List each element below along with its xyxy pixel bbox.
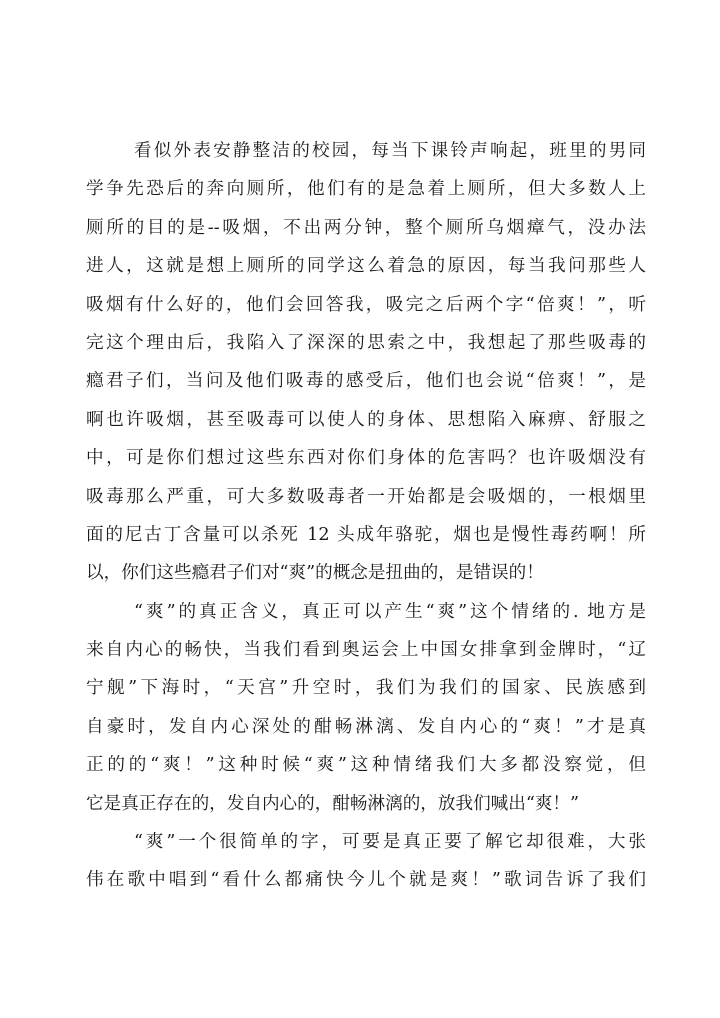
text-line: 正的的“爽！”这种时候“爽”这种情绪我们大多都没察觉，但 <box>86 755 646 776</box>
text-line: 完这个理由后，我陷入了深深的思索之中，我想起了那些吸毒的 <box>86 332 646 353</box>
text-line: 进人，这就是想上厕所的同学这么着急的原因，每当我问那些人 <box>86 256 646 277</box>
text-line: 来自内心的畅快，当我们看到奥运会上中国女排拿到金牌时，“辽 <box>86 640 646 661</box>
text-line: 学争先恐后的奔向厕所，他们有的是急着上厕所，但大多数人上 <box>86 179 646 200</box>
text-line: 中，可是你们想过这些东西对你们身体的危害吗？也许吸烟没有 <box>86 448 646 469</box>
text-line: 它是真正存在的，发自内心的，酣畅淋漓的，放我们喊出“爽！” <box>86 793 580 814</box>
text-line: “爽”的真正含义，真正可以产生“爽”这个情绪的. 地方是 <box>134 601 646 622</box>
text-line: 自豪时，发自内心深处的酣畅淋漓、发自内心的“爽！”才是真 <box>86 716 646 737</box>
text-line: 吸毒那么严重，可大多数吸毒者一开始都是会吸烟的，一根烟里 <box>86 486 646 507</box>
text-line: 伟在歌中唱到“看什么都痛快今儿个就是爽！”歌词告诉了我们 <box>86 870 646 891</box>
document-body <box>86 132 646 900</box>
text-line: 以，你们这些瘾君子们对“爽”的概念是扭曲的，是错误的！ <box>86 563 544 584</box>
text-line: “爽”一个很简单的字，可要是真正要了解它却很难，大张 <box>134 832 646 853</box>
text-line: 厕所的目的是--吸烟，不出两分钟，整个厕所乌烟瘴气，没办法 <box>86 217 646 238</box>
text-line: 看似外表安静整洁的校园，每当下课铃声响起，班里的男同 <box>134 141 646 161</box>
text-line: 面的尼古丁含量可以杀死 12 头成年骆驼，烟也是慢性毒药啊！所 <box>86 524 646 545</box>
text-line: 啊也许吸烟，甚至吸毒可以使人的身体、思想陷入麻痹、舒服之 <box>86 409 646 430</box>
text-line: 瘾君子们，当问及他们吸毒的感受后，他们也会说“倍爽！”，是 <box>86 371 646 392</box>
text-line: 吸烟有什么好的，他们会回答我，吸完之后两个字“倍爽！”，听 <box>86 294 646 315</box>
text-line: 宁舰”下海时，“天宫”升空时，我们为我们的国家、民族感到 <box>86 678 646 699</box>
